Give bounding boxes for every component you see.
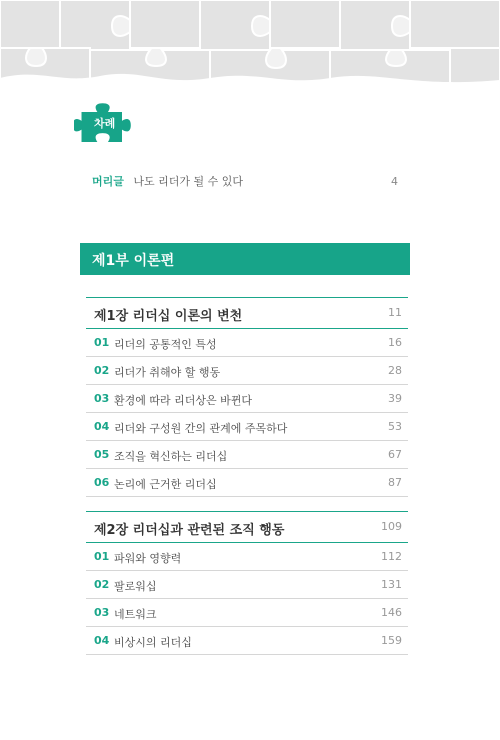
preface-title: 나도 리더가 될 수 있다 — [133, 175, 244, 188]
chapter-title: 제1장 리더십 이론의 변천 — [94, 309, 243, 324]
item-title: 파워와 영향력 — [114, 552, 182, 565]
item-title: 리더와 구성원 간의 관계에 주목하다 — [114, 422, 288, 435]
preface-prefix: 머리글 — [92, 175, 124, 188]
item-page-number: 87 — [388, 476, 402, 489]
item-number: 03 — [94, 606, 110, 619]
item-title: 논리에 근거한 리더십 — [114, 478, 217, 491]
item-title: 팔로워십 — [114, 580, 157, 593]
item-page-number: 16 — [388, 336, 402, 349]
chapter-heading[interactable] — [86, 511, 408, 543]
item-number: 02 — [94, 364, 110, 377]
item-number: 05 — [94, 448, 110, 461]
toc-item[interactable] — [86, 571, 408, 599]
item-number: 04 — [94, 420, 110, 433]
puzzle-pattern-header — [0, 0, 500, 92]
item-page-number: 146 — [381, 606, 402, 619]
item-number: 06 — [94, 476, 110, 489]
item-number: 04 — [94, 634, 110, 647]
preface-page-number: 4 — [391, 175, 398, 188]
item-number: 03 — [94, 392, 110, 405]
item-title: 조직을 혁신하는 리더십 — [114, 450, 228, 463]
part-banner — [80, 243, 410, 275]
toc-item[interactable] — [86, 599, 408, 627]
toc-item[interactable] — [86, 329, 408, 357]
toc-item[interactable] — [86, 627, 408, 655]
chapter-1 — [86, 297, 408, 497]
item-number: 01 — [94, 550, 110, 563]
item-page-number: 28 — [388, 364, 402, 377]
chapter-page-number: 109 — [381, 520, 402, 533]
toc-item[interactable] — [86, 469, 408, 497]
item-number: 01 — [94, 336, 110, 349]
chapter-title: 제2장 리더십과 관련된 조직 행동 — [94, 523, 285, 538]
item-title: 네트워크 — [114, 608, 157, 621]
item-page-number: 39 — [388, 392, 402, 405]
item-page-number: 159 — [381, 634, 402, 647]
toc-item[interactable] — [86, 441, 408, 469]
item-title: 리더의 공통적인 특성 — [114, 338, 217, 351]
preface-entry[interactable] — [92, 173, 398, 191]
toc-item[interactable] — [86, 385, 408, 413]
chapter-heading[interactable] — [86, 297, 408, 329]
part-title: 제1부 이론편 — [92, 253, 175, 269]
toc-item[interactable] — [86, 357, 408, 385]
item-number: 02 — [94, 578, 110, 591]
chapter-page-number: 11 — [388, 306, 402, 319]
chapter-2 — [86, 511, 408, 655]
item-page-number: 53 — [388, 420, 402, 433]
toc-item[interactable] — [86, 543, 408, 571]
item-page-number: 67 — [388, 448, 402, 461]
toc-puzzle-badge — [74, 103, 134, 149]
toc-label: 차례 — [94, 117, 116, 130]
item-title: 환경에 따라 리더상은 바뀐다 — [114, 394, 253, 407]
item-page-number: 112 — [381, 550, 402, 563]
item-title: 리더가 취해야 할 행동 — [114, 366, 221, 379]
item-page-number: 131 — [381, 578, 402, 591]
item-title: 비상시의 리더십 — [114, 636, 192, 649]
toc-item[interactable] — [86, 413, 408, 441]
